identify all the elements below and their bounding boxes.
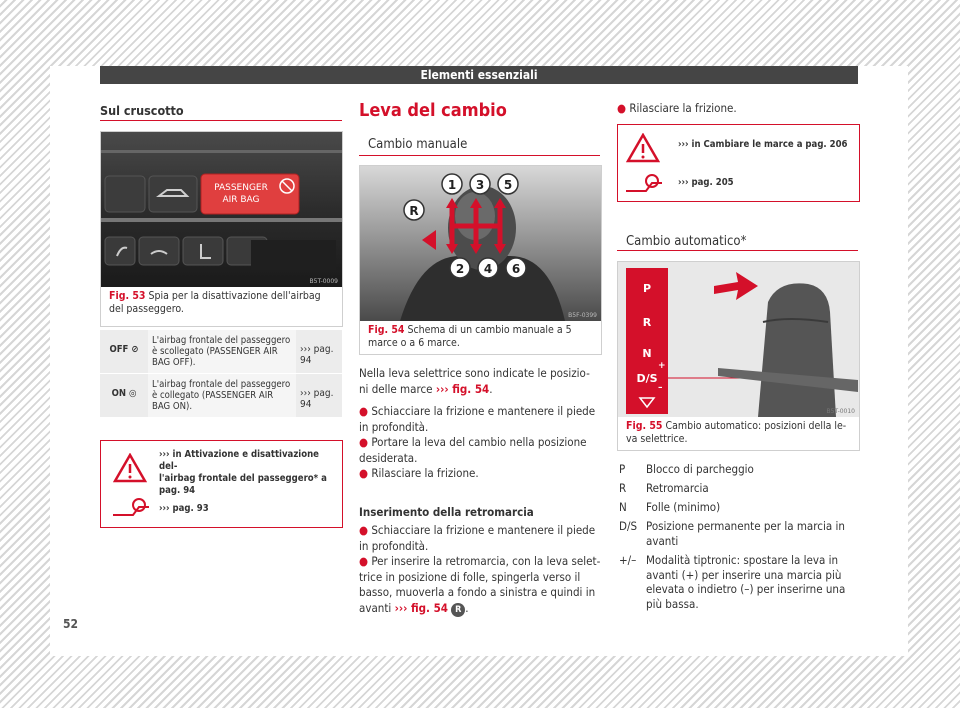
fig-54-link[interactable]: ››› fig. 54 bbox=[435, 381, 490, 396]
section-rule bbox=[617, 250, 858, 251]
figure-55 bbox=[617, 261, 860, 451]
airbag-on-light-icon: ON ◎ bbox=[100, 374, 148, 418]
section-rule bbox=[100, 120, 342, 121]
warning-text[interactable]: ››› in Attivazione e disattivazione del- l'airbag frontale del passeggero* a pag. 94 bbox=[159, 449, 327, 496]
passenger-label: PASSENGER bbox=[214, 183, 268, 193]
list-item: ● Schiacciare la frizione e mantenere il piede in profondità. bbox=[359, 523, 596, 553]
row-text: L'airbag frontale del passeggero è collegato (PASSENGER AIR BAG ON). bbox=[148, 374, 296, 418]
list-item: ● Portare la leva del cambio nella posizione desiderata. bbox=[359, 435, 587, 465]
note-ref[interactable]: ››› pag. 205 bbox=[678, 177, 734, 188]
page-number: 52 bbox=[63, 617, 79, 631]
figure-53-caption bbox=[109, 290, 334, 316]
note-ref[interactable]: ››› pag. 93 bbox=[159, 503, 209, 514]
chapter-title: Leva del cambio bbox=[359, 100, 507, 121]
legend-value: Retromarcia bbox=[646, 481, 709, 495]
figure-53 bbox=[100, 131, 343, 327]
legend-key: N bbox=[619, 500, 627, 514]
caption-number: Fig. 54 bbox=[368, 324, 405, 336]
automatic-selector-photo bbox=[618, 262, 859, 417]
car-wrench-icon bbox=[111, 495, 151, 521]
gear-4-label: 4 bbox=[483, 262, 493, 276]
gear-1-label: 1 bbox=[447, 178, 457, 192]
dashboard-photo bbox=[101, 132, 342, 287]
release-clutch-item: ● Rilasciare la frizione. bbox=[617, 101, 737, 115]
subsection-title: Cambio manuale bbox=[368, 137, 468, 152]
fig-54-link[interactable]: ››› fig. 54 bbox=[394, 600, 448, 615]
caption-number: Fig. 53 bbox=[109, 290, 146, 302]
legend-value: Folle (minimo) bbox=[646, 500, 721, 514]
legend-key: R bbox=[619, 481, 627, 495]
caption-number: Fig. 55 bbox=[626, 420, 663, 432]
warning-box-gears bbox=[617, 124, 860, 202]
position-r: R bbox=[642, 316, 652, 329]
r-badge: R bbox=[451, 603, 465, 617]
row-ref[interactable]: ››› pag. 94 bbox=[296, 374, 342, 418]
caption-text: Schema di un cambio manuale a 5 marce o a 6 marce. bbox=[368, 324, 572, 349]
section-title-automatic: Cambio automatico* bbox=[626, 234, 747, 249]
running-header: Elementi essenziali bbox=[100, 66, 858, 84]
figure-55-caption bbox=[626, 420, 851, 446]
legend-value: Posizione permanente per la marcia in avanti bbox=[646, 519, 845, 548]
table-row bbox=[100, 330, 342, 374]
figure-54 bbox=[359, 165, 602, 355]
table-row bbox=[100, 374, 342, 418]
manual-gearbox-photo bbox=[360, 166, 601, 321]
intro-paragraph: Nella leva selettrice sono indicate le posizio- ni delle marce ››› fig. 54. bbox=[359, 366, 590, 396]
minus-label: – bbox=[658, 383, 663, 393]
legend-value: Modalità tiptronic: spostare la leva in avanti (+) per inserire una marcia più elevata o indietro (–) per inserirne una più bassa. bbox=[646, 553, 846, 611]
list-item: ● Rilasciare la frizione. bbox=[359, 466, 479, 480]
list-item: ● Per inserire la retromarcia, con la leva selet- trice in posizione di folle, spingerla verso il basso, muoverla a fondo a sinistra e quindi in avanti ››› fig. 54 R . bbox=[359, 554, 601, 615]
legend-key: P bbox=[619, 462, 626, 476]
position-p: P bbox=[642, 282, 652, 295]
airbag-off-light-icon: OFF ⊘ bbox=[100, 330, 148, 374]
caption-text: Cambio automatico: posizioni della le- va selettrice. bbox=[626, 420, 847, 445]
car-wrench-icon bbox=[624, 171, 664, 197]
plus-label: + bbox=[658, 361, 666, 371]
warning-light-table bbox=[100, 330, 342, 418]
figure-code: B5T-0010 bbox=[826, 408, 855, 415]
list-item: ● Schiacciare la frizione e mantenere il piede in profondità. bbox=[359, 404, 596, 434]
airbag-label: AIR BAG bbox=[222, 195, 260, 205]
warning-text[interactable]: ››› in Cambiare le marce a pag. 206 bbox=[678, 139, 848, 150]
figure-54-caption bbox=[368, 324, 593, 350]
gear-5-label: 5 bbox=[503, 178, 513, 192]
figure-code: B5T-0009 bbox=[309, 278, 338, 285]
warning-triangle-icon bbox=[113, 453, 147, 483]
figure-code: B5F-0399 bbox=[568, 312, 597, 319]
row-text: L'airbag frontale del passeggero è scollegato (PASSENGER AIR BAG OFF). bbox=[148, 330, 296, 374]
row-ref[interactable]: ››› pag. 94 bbox=[296, 330, 342, 374]
position-n: N bbox=[642, 347, 652, 360]
gear-2-label: 2 bbox=[455, 262, 465, 276]
steps-list bbox=[359, 404, 603, 482]
legend-key: D/S bbox=[619, 519, 638, 533]
warning-triangle-icon bbox=[626, 133, 660, 163]
position-ds: D/S bbox=[636, 372, 658, 385]
gear-6-label: 6 bbox=[511, 262, 521, 276]
section-title-cruscotto: Sul cruscotto bbox=[100, 103, 184, 118]
gear-r-label: R bbox=[409, 204, 419, 218]
reverse-heading: Inserimento della retromarcia bbox=[359, 505, 534, 519]
reverse-steps bbox=[359, 523, 603, 617]
legend-key: +/– bbox=[619, 553, 637, 567]
section-rule bbox=[359, 155, 600, 156]
gear-3-label: 3 bbox=[475, 178, 485, 192]
caption-text: Spia per la disattivazione dell'airbag del passeggero. bbox=[109, 290, 321, 315]
warning-box-airbag bbox=[100, 440, 343, 528]
legend-value: Blocco di parcheggio bbox=[646, 462, 754, 476]
